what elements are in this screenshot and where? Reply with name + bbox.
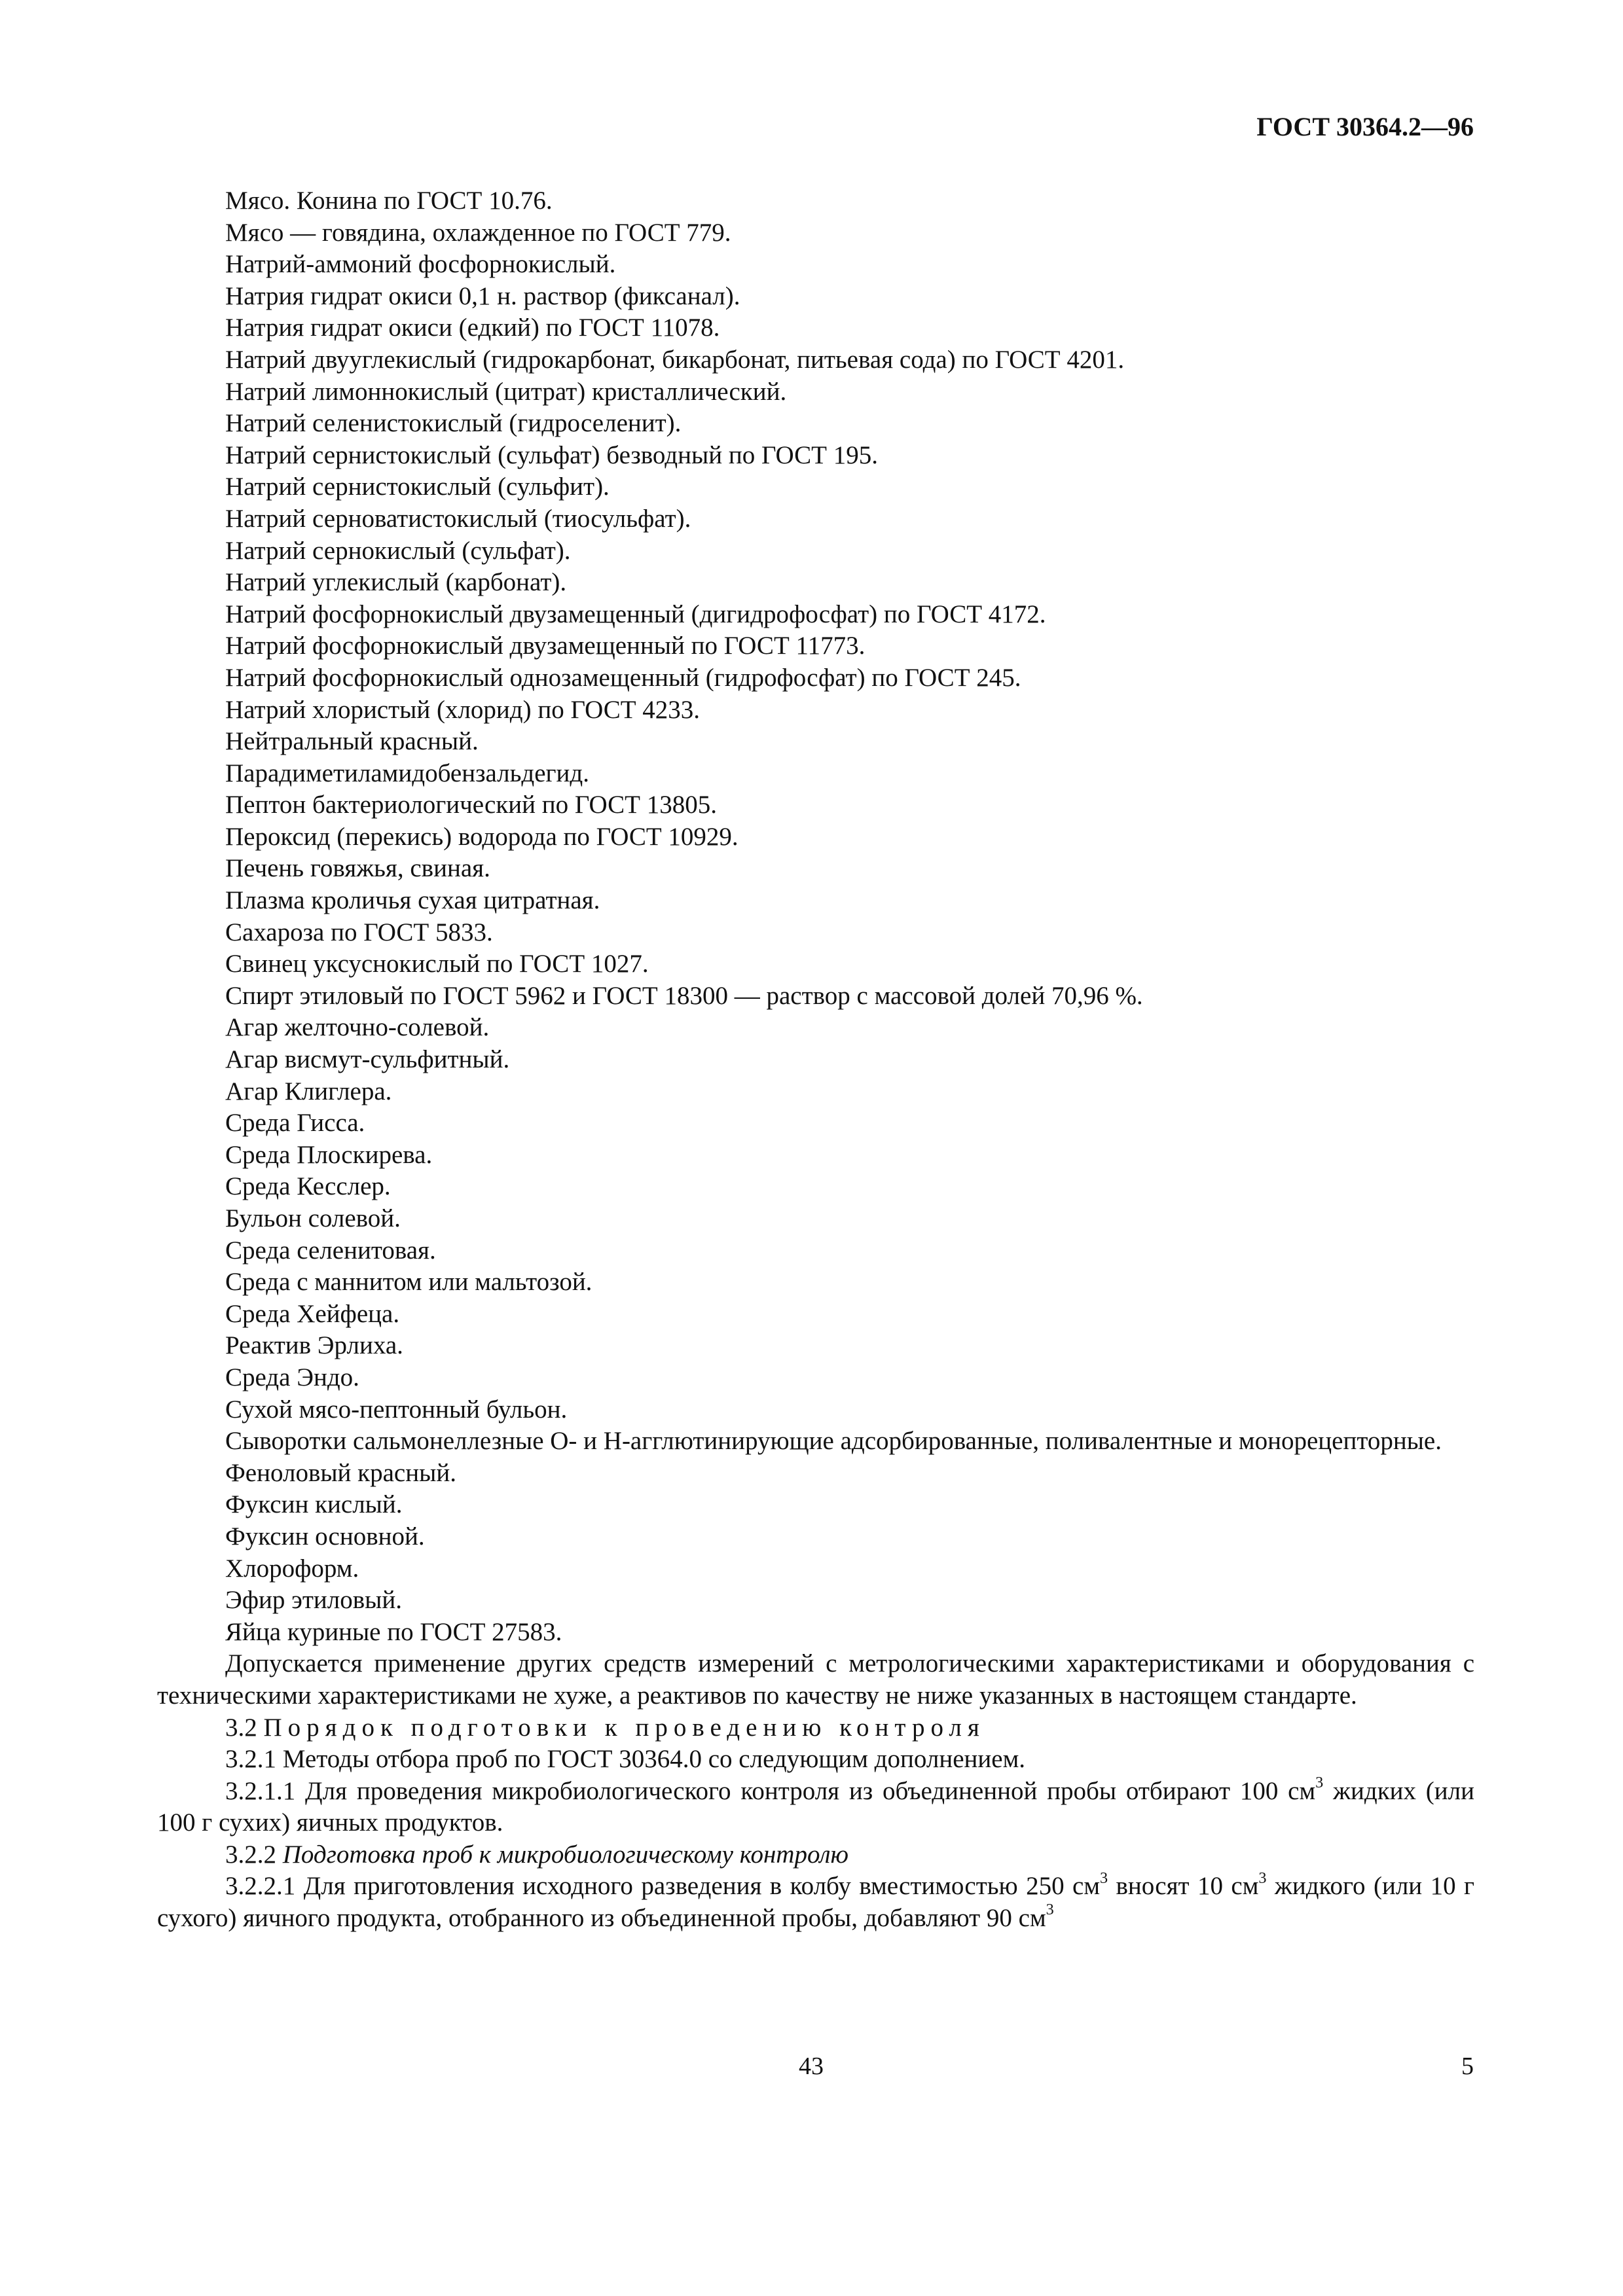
- list-item: Фуксин кислый.: [225, 1490, 403, 1519]
- list-item: Агар висмут-сульфитный.: [225, 1045, 510, 1074]
- list-item: Агар желточно-солевой.: [225, 1013, 490, 1042]
- list-item: Натрия гидрат окиси 0,1 н. раствор (фиксанал).: [225, 281, 740, 310]
- list-item: Среда Эндо.: [225, 1363, 359, 1391]
- paragraph-3-2-2-1: 3.2.2.1 Для приготовления исходного разведения в колбу вместимостью 250 $см^3$ вносят 10 $см^3$ жидкого (или 10 г сухого) яичного продукта, отобранного из объединенной пробы, добавляют 90 $см^3$: [157, 1869, 1474, 1933]
- list-item: Пептон бактериологический по ГОСТ 13805.: [225, 791, 717, 819]
- document-number: ГОСТ 30364.2—96: [1256, 112, 1474, 141]
- list-item: Натрий фосфорнокислый двузамещенный по ГОСТ 11773.: [225, 632, 866, 660]
- list-item: Нейтральный красный.: [225, 727, 479, 756]
- list-item: Пероксид (перекись) водорода по ГОСТ 10929.: [225, 822, 739, 851]
- list-item: Фуксин основной.: [225, 1522, 425, 1551]
- list-item: Среда Кесслер.: [225, 1172, 391, 1201]
- list-item: Натрия гидрат окиси (едкий) по ГОСТ 11078.: [225, 314, 720, 342]
- list-item: Среда Гисса.: [225, 1109, 365, 1138]
- page-number-center: 43: [799, 2053, 824, 2080]
- list-item: Феноловый красный.: [225, 1458, 456, 1487]
- list-item: Натрий селенистокислый (гидроселенит).: [225, 409, 682, 438]
- list-item: Свинец уксуснокислый по ГОСТ 1027.: [225, 950, 649, 978]
- list-item: Реактив Эрлиха.: [225, 1331, 403, 1360]
- list-item: Мясо. Конина по ГОСТ 10.76.: [225, 187, 553, 215]
- paragraph-3-2-1-1: 3.2.1.1 Для проведения микробиологического контроля из объединенной пробы отбирают 100 $см^3$ жидких (или 100 г сухих) яичных продуктов.: [157, 1774, 1475, 1837]
- list-item: Среда селенитовая.: [225, 1236, 436, 1265]
- list-item: Натрий сернистокислый (сульфат) безводный по ГОСТ 195.: [225, 440, 878, 469]
- list-item: Натрий-аммоний фосфорнокислый.: [225, 250, 616, 279]
- list-item: Парадиметиламидобензальдегид.: [225, 759, 589, 787]
- subsection-heading: 3.2.2 Подготовка проб к микробиологическому контролю: [225, 1840, 848, 1869]
- list-item: Натрий серноватистокислый (тиосульфат).: [225, 504, 691, 533]
- list-item: Сыворотки сальмонеллезные О- и Н-агглютинирующие адсорбированные, поливалентные и монорецепторные.: [225, 1427, 1442, 1456]
- list-item: Спирт этиловый по ГОСТ 5962 и ГОСТ 18300 — раствор с массовой долей 70,96 %.: [225, 981, 1143, 1010]
- list-item: Натрий сернокислый (сульфат).: [225, 536, 571, 565]
- list-item: Натрий фосфорнокислый однозамещенный (гидрофосфат) по ГОСТ 245.: [225, 663, 1021, 692]
- section-heading: 3.2 Порядок подготовки к проведению контроля: [225, 1713, 985, 1742]
- list-item: Сухой мясо-пептонный бульон.: [225, 1395, 568, 1424]
- list-item: Агар Клиглера.: [225, 1077, 392, 1105]
- list-item: Натрий хлористый (хлорид) по ГОСТ 4233.: [225, 695, 701, 724]
- list-item: Плазма кроличья сухая цитратная.: [225, 886, 600, 915]
- paragraph-3-2-1: 3.2.1 Методы отбора проб по ГОСТ 30364.0 со следующим дополнением.: [225, 1745, 1026, 1774]
- list-item: Яйца куриные по ГОСТ 27583.: [225, 1617, 562, 1646]
- list-item: Натрий сернистокислый (сульфит).: [225, 473, 610, 501]
- list-item: Среда Хейфеца.: [225, 1299, 400, 1328]
- list-item: Среда с маннитом или мальтозой.: [225, 1268, 593, 1297]
- list-item: Печень говяжья, свиная.: [225, 854, 490, 883]
- list-item: Бульон солевой.: [225, 1204, 401, 1232]
- list-item: Эфир этиловый.: [225, 1586, 402, 1615]
- list-item: Среда Плоскирева.: [225, 1140, 433, 1169]
- list-item: Натрий лимоннокислый (цитрат) кристаллический.: [225, 377, 787, 406]
- document-body: [157, 185, 1474, 1935]
- list-item: Натрий двууглекислый (гидрокарбонат, бикарбонат, питьевая сода) по ГОСТ 4201.: [225, 345, 1125, 374]
- list-item: Сахароза по ГОСТ 5833.: [225, 918, 493, 946]
- page-number-right: 5: [1461, 2053, 1474, 2080]
- list-item: Хлороформ.: [225, 1554, 359, 1583]
- reagents-list: [157, 185, 1474, 1712]
- list-item: Мясо — говядина, охлажденное по ГОСТ 779.: [225, 218, 731, 247]
- list-item: Допускается применение других средств измерений с метрологическими характеристиками и оборудования с техническими характеристиками не хуже, а реактивов по качеству не ниже указанных в настоящем стандарте.: [157, 1649, 1474, 1710]
- list-item: Натрий углекислый (карбонат).: [225, 568, 567, 597]
- list-item: Натрий фосфорнокислый двузамещенный (дигидрофосфат) по ГОСТ 4172.: [225, 600, 1046, 628]
